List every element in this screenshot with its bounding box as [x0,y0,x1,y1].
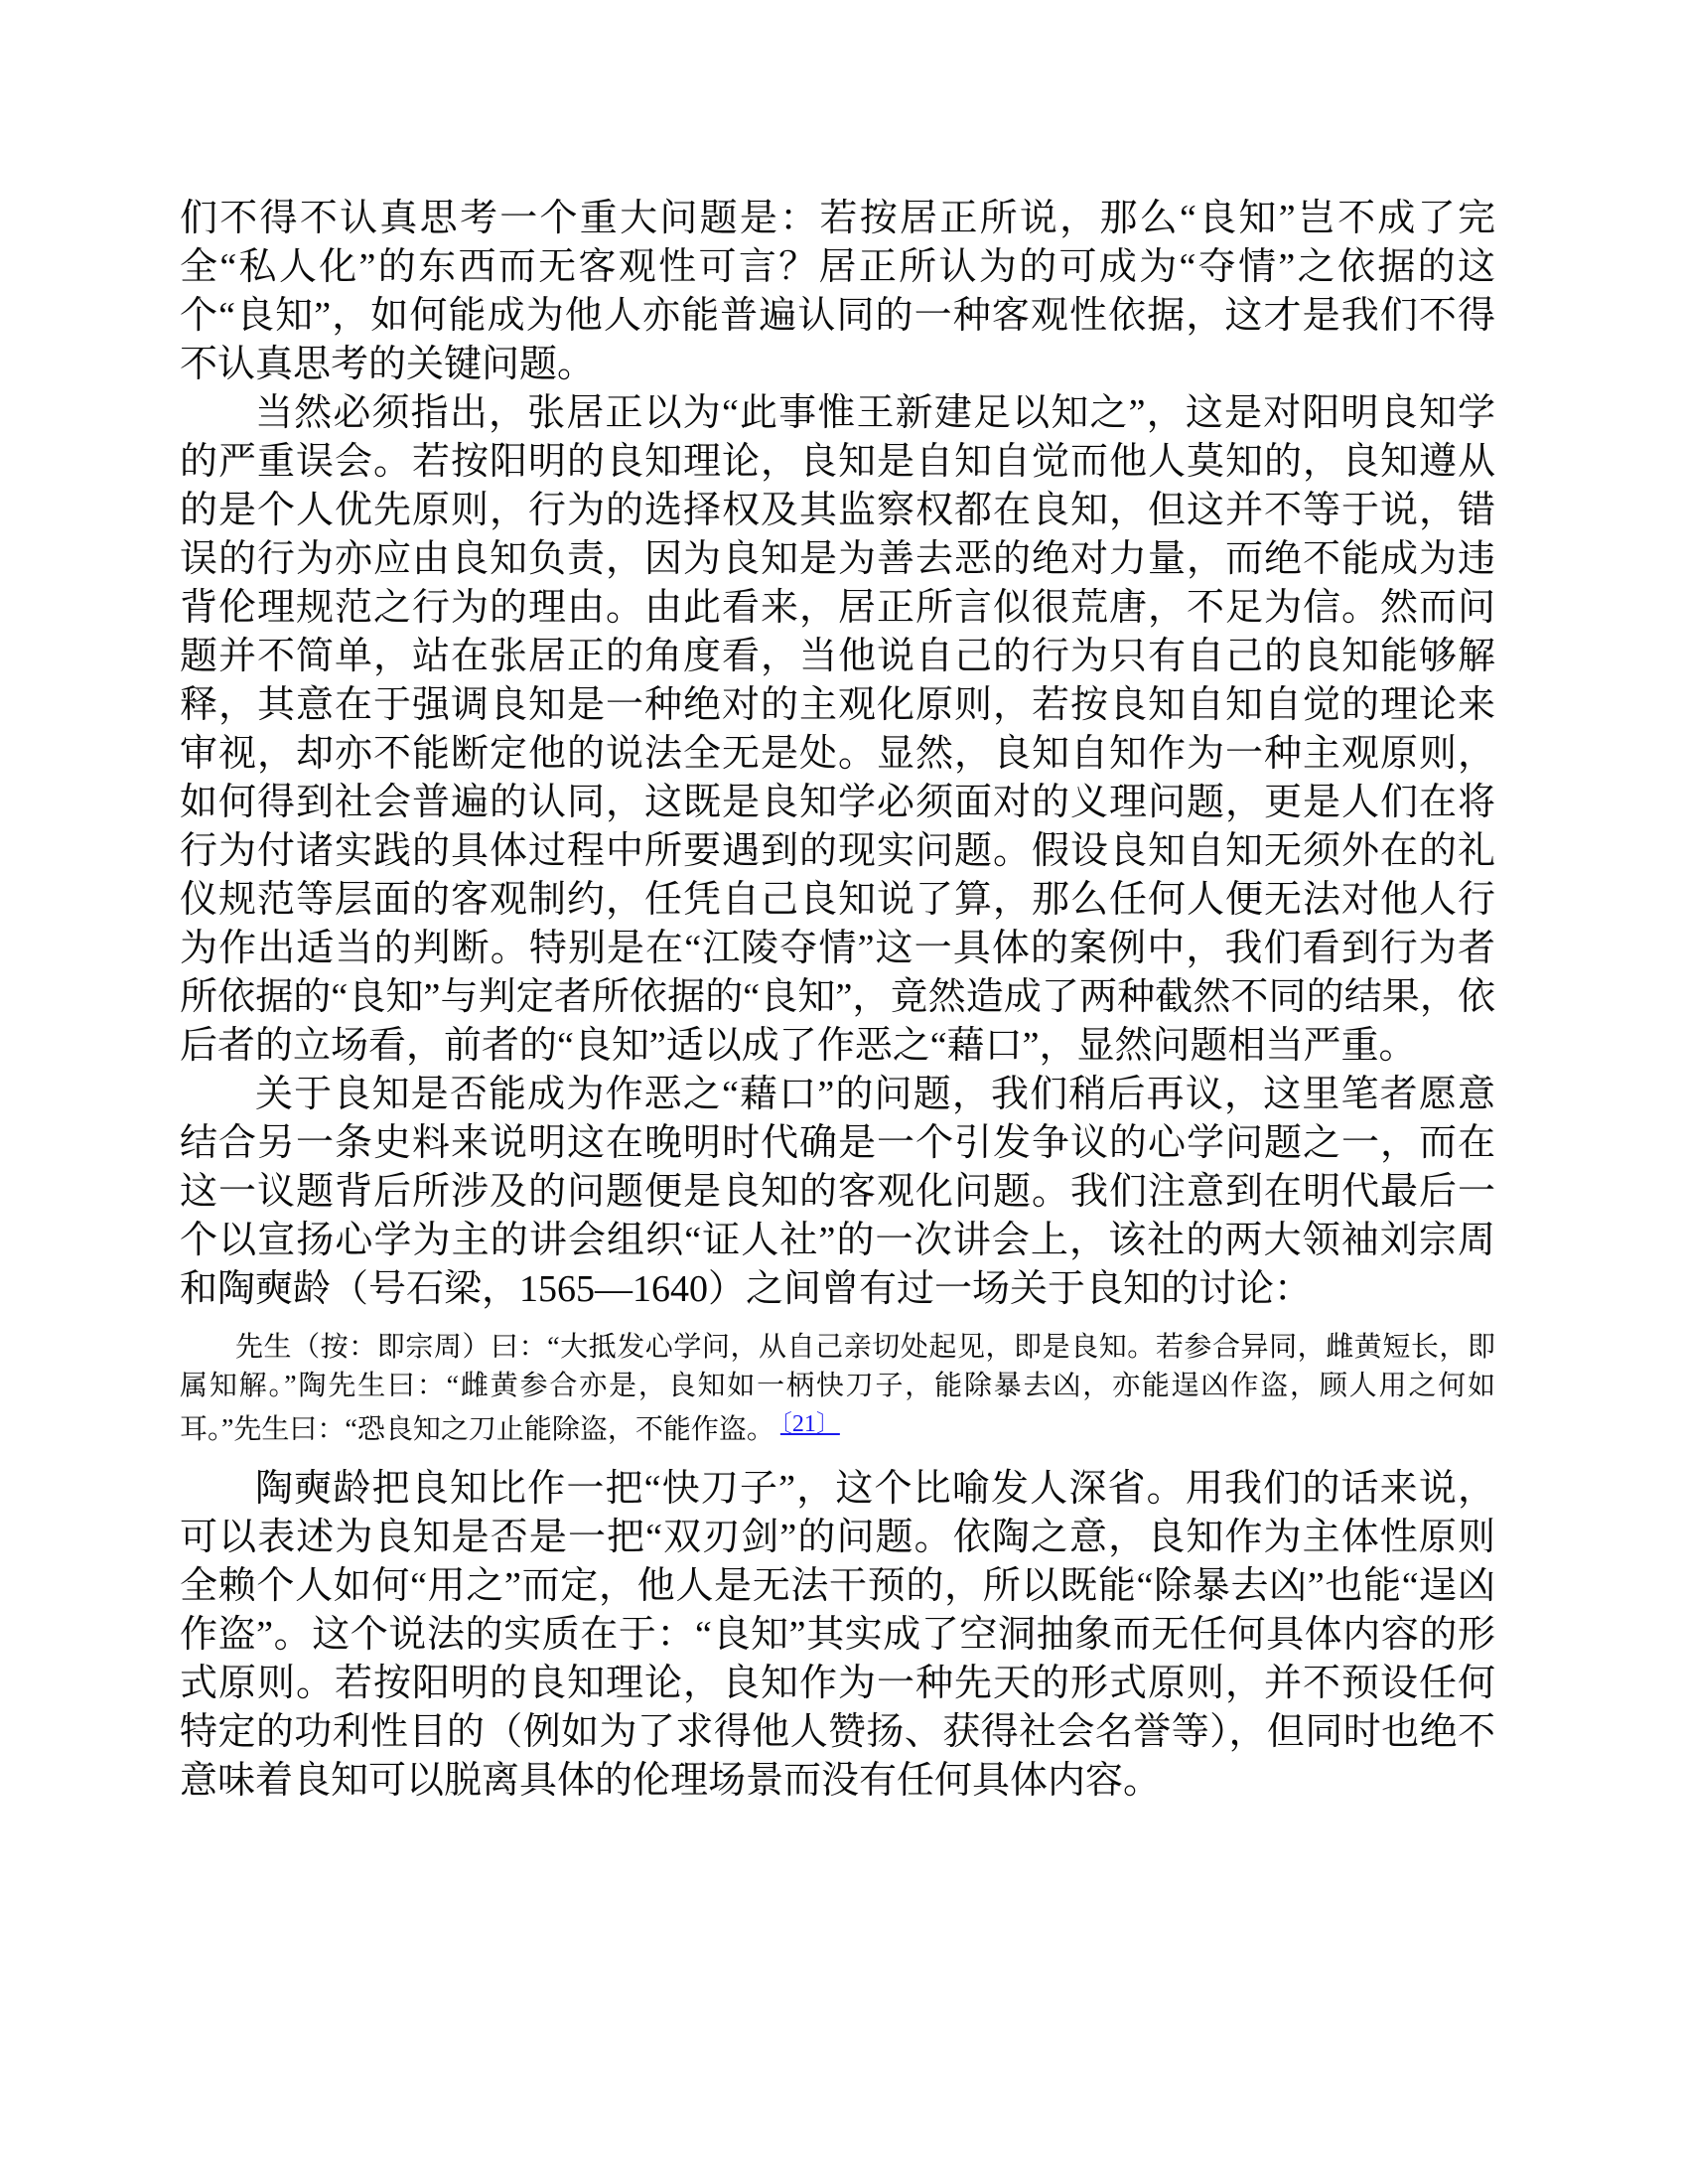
paragraph-2: 当然必须指出，张居正以为“此事惟王新建足以知之”，这是对阳明良知学的严重误会。若按阳明的良知理论，良知是自知自觉而他人莫知的，良知遵从的是个人优先原则，行为的选择权及其监察权都在良知，但这并不等于说，错误的行为亦应由良知负责，因为良知是为善去恶的绝对力量，而绝不能成为违背伦理规范之行为的理由。由此看来，居正所言似很荒唐，不足为信。然而问题并不简单，站在张居正的角度看，当他说自己的行为只有自己的良知能够解释，其意在于强调良知是一种绝对的主观化原则，若按良知自知自觉的理论来审视，却亦不能断定他的说法全无是处。显然，良知自知作为一种主观原则，如何得到社会普遍的认同，这既是良知学必须面对的义理问题，更是人们在将行为付诸实践的具体过程中所要遇到的现实问题。假设良知自知无须外在的礼仪规范等层面的客观制约，任凭自己良知说了算，那么任何人便无法对他人行为作出适当的判断。特别是在“江陵夺情”这一具体的案例中，我们看到行为者所依据的“良知”与判定者所依据的“良知”，竟然造成了两种截然不同的结果，依后者的立场看，前者的“良知”适以成了作恶之“藉口”，显然问题相当严重。 [180,392,1495,1067]
paragraph-continuation: 们不得不认真思考一个重大问题是：若按居正所说，那么“良知”岂不成了完全“私人化”的东西而无客观性可言？居正所认为的可成为“夺情”之依据的这个“良知”，如何能成为他人亦能普遍认同的一种客观性依据，这才是我们不得不认真思考的关键问题。 [180,198,1495,385]
block-quote [180,1328,1495,1449]
paragraph-4: 陶奭龄把良知比作一把“快刀子”，这个比喻发人深省。用我们的话来说，可以表述为良知是否是一把“双刃剑”的问题。依陶之意，良知作为主体性原则全赖个人如何“用之”而定，他人是无法干预的，所以既能“除暴去凶”也能“逞凶作盗”。这个说法的实质在于：“良知”其实成了空洞抽象而无任何具体内容的形式原则。若按阳明的良知理论，良知作为一种先天的形式原则，并不预设任何特定的功利性目的（例如为了求得他人赞扬、获得社会名誉等），但同时也绝不意味着良知可以脱离具体的伦理场景而没有任何具体内容。 [180,1468,1495,1802]
footnote-link-21[interactable]: 〔21〕 [779,1411,840,1437]
document-page [180,195,1495,1806]
paragraph-3: 关于良知是否能成为作恶之“藉口”的问题，我们稍后再议，这里笔者愿意结合另一条史料来说明这在晚明时代确是一个引发争议的心学问题之一，而在这一议题背后所涉及的问题便是良知的客观化问题。我们注意到在明代最后一个以宣扬心学为主的讲会组织“证人社”的一次讲会上，该社的两大领袖刘宗周和陶奭龄（号石梁，1565—1640）之间曾有过一场关于良知的讨论： [180,1074,1495,1310]
quote-text: 先生（按：即宗周）曰：“大抵发心学问，从自己亲切处起见，即是良知。若参合异同，雌黄短长，即属知解。”陶先生曰：“雌黄参合亦是，良知如一柄快刀子，能除暴去凶，亦能逞凶作盗，顾人用之何如耳。”先生曰：“恐良知之刀止能除盗，不能作盗。 [180,1332,1495,1445]
